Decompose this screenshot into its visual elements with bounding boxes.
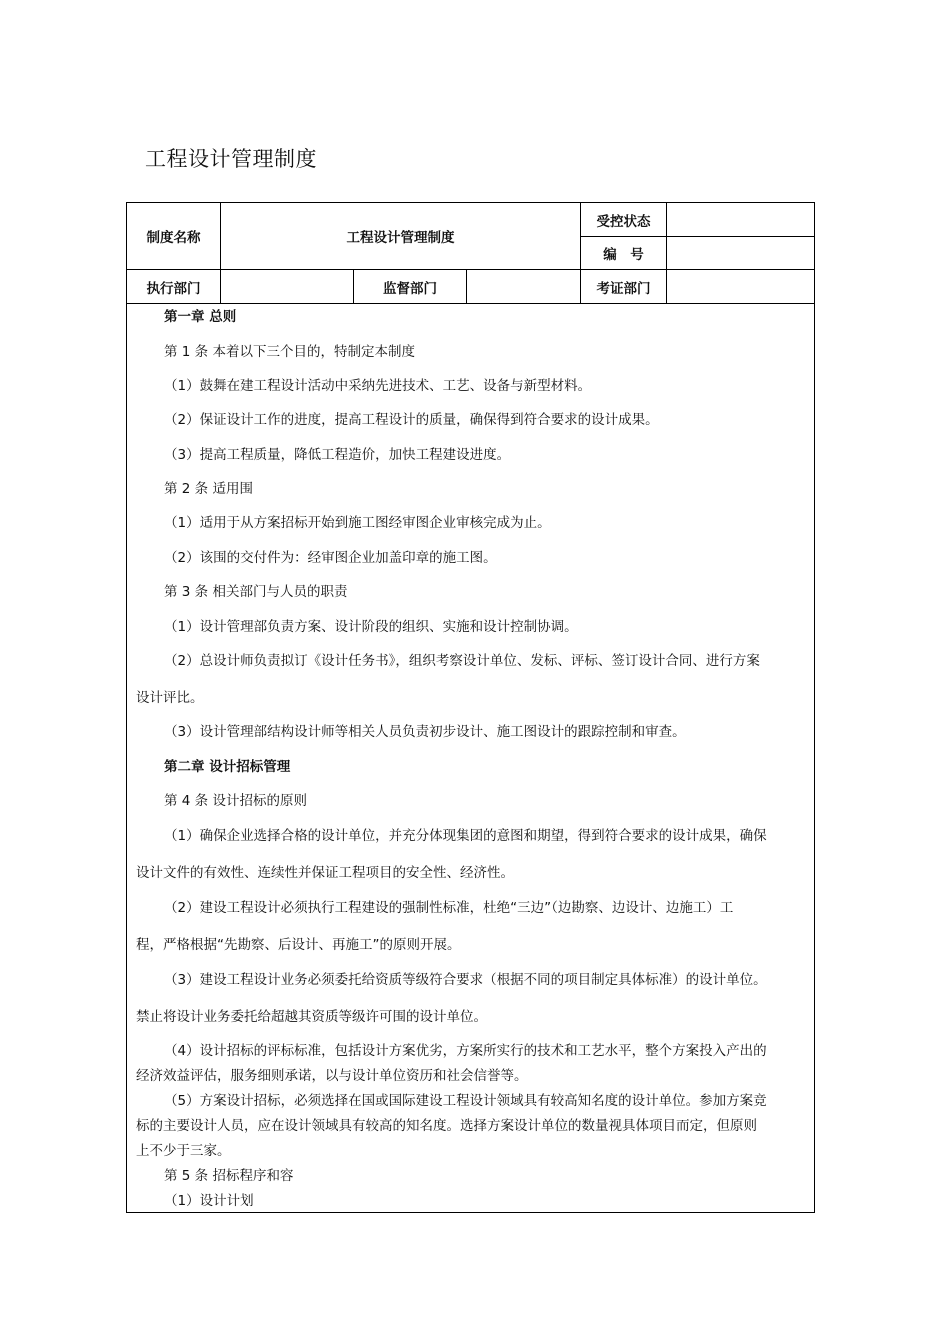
article-heading: 第 5 条 招标程序和容 [164,1168,294,1184]
page-title: 工程设计管理制度 [145,147,317,171]
audit-dept-label: 考证部门 [596,280,651,297]
control-status-label: 受控状态 [596,213,651,230]
clause-text: （3）提高工程质量，降低工程造价，加快工程建设进度。 [164,447,511,463]
name-value: 工程设计管理制度 [346,230,455,246]
article-heading: 第 4 条 设计招标的原则 [164,793,307,809]
control-status-value [667,203,814,236]
clause-text: （3）设计管理部结构设计师等相关人员负责初步设计、施工图设计的跟踪控制和审查。 [164,724,686,740]
clause-text: 设计评比。 [136,690,204,706]
clause-text: （3）建设工程设计业务必须委托给资质等级符合要求（根据不同的项目制定具体标准）的设计单位。 [164,972,767,988]
clause-text: （1）设计管理部负责方案、设计阶段的组织、实施和设计控制协调。 [164,619,578,635]
clause-text: 程，严格根据“先勘察、后设计、再施工”的原则开展。 [136,937,461,953]
exec-dept-value [221,270,353,303]
table-divider [126,303,815,304]
clause-text: （2）保证设计工作的进度，提高工程设计的质量，确保得到符合要求的设计成果。 [164,412,659,428]
name-label: 制度名称 [146,230,201,246]
number-value [667,237,814,269]
exec-dept-label: 执行部门 [146,280,201,297]
clause-text: 禁止将设计业务委托给超越其资质等级许可围的设计单位。 [136,1009,487,1025]
supervise-dept-label: 监督部门 [383,280,437,297]
number-label: 编 号 [603,247,644,263]
clause-text: （5）方案设计招标，必须选择在国或国际建设工程设计领域具有较高知名度的设计单位。参加方案竞 [164,1093,767,1109]
article-heading: 第 3 条 相关部门与人员的职责 [164,584,348,600]
clause-text: 设计文件的有效性、连续性并保证工程项目的安全性、经济性。 [136,865,514,881]
clause-text: （1）鼓舞在建工程设计活动中采纳先进技术、工艺、设备与新型材料。 [164,378,592,394]
article-heading: 第 1 条 本着以下三个目的，特制定本制度 [164,344,415,360]
clause-text: （1）确保企业选择合格的设计单位，并充分体现集团的意图和期望，得到符合要求的设计成果，确保 [164,828,767,844]
clause-text: （1）设计计划 [164,1193,254,1209]
clause-text: 上不少于三家。 [136,1143,231,1159]
supervise-dept-value [467,270,580,303]
chapter-heading: 第一章 总则 [164,309,237,325]
clause-text: （2）总设计师负责拟订《设计任务书》，组织考察设计单位、发标、评标、签订设计合同、进行方案 [164,653,760,669]
clause-text: （2）建设工程设计必须执行工程建设的强制性标准，杜绝“三边”（边勘察、边设计、边施工）工 [164,900,734,916]
clause-text: （4）设计招标的评标标准，包括设计方案优劣，方案所实行的技术和工艺水平，整个方案投入产出的 [164,1043,767,1059]
chapter-heading: 第二章 设计招标管理 [164,759,291,775]
clause-text: （2）该围的交付件为：经审图企业加盖印章的施工图。 [164,550,497,566]
article-heading: 第 2 条 适用围 [164,481,253,497]
clause-text: 标的主要设计人员，应在设计领域具有较高的知名度。选择方案设计单位的数量视具体项目而定，但原则 [136,1118,757,1134]
clause-text: （1）适用于从方案招标开始到施工图经审图企业审核完成为止。 [164,515,551,531]
audit-dept-value [667,270,814,303]
clause-text: 经济效益评估，服务细则承诺，以与设计单位资历和社会信誉等。 [136,1068,528,1084]
